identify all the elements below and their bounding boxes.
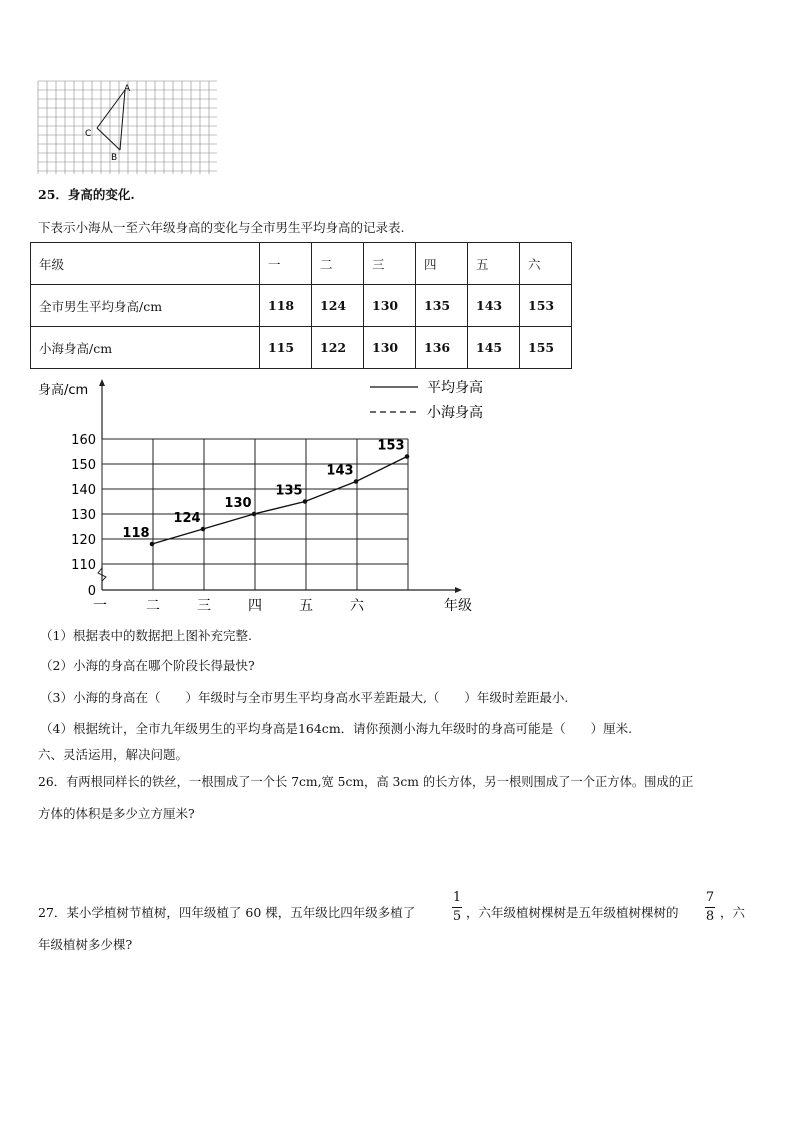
data-point: [354, 479, 359, 484]
x-tick-label: 四: [248, 598, 262, 614]
height-record-table: [30, 242, 572, 369]
x-axis-arrow: [455, 587, 462, 593]
height-line-chart: [30, 376, 490, 616]
table-cell: 小海身高/cm: [31, 327, 260, 369]
q27-text-part2: ，六年级植树棵树是五年级植树棵树的: [466, 905, 679, 920]
x-tick-label: 一: [93, 598, 107, 614]
legend-label: 小海身高: [427, 405, 483, 421]
data-point: [303, 499, 308, 504]
data-point: [150, 542, 155, 547]
y-tick-label: 120: [71, 533, 96, 548]
table-cell: 全市男生平均身高/cm: [31, 285, 260, 327]
q27-fraction-seven-eighths: [705, 891, 715, 924]
q25-title: 25．身高的变化.: [38, 187, 135, 202]
q27-fraction-one-fifth: [452, 891, 462, 924]
table-cell: 115: [260, 327, 312, 369]
q25-intro: 下表示小海从一至六年级身高的变化与全市男生平均身高的记录表.: [38, 220, 405, 235]
table-header-cell: 五: [468, 243, 520, 285]
x-tick-label: 二: [146, 598, 160, 614]
data-label: 130: [224, 496, 252, 511]
table-cell: 136: [416, 327, 468, 369]
q26-line-2: 方体的体积是多少立方厘米?: [38, 806, 195, 821]
fraction-bar: [705, 907, 715, 908]
x-tick-label: 六: [350, 598, 364, 614]
y-axis-arrow: [99, 379, 105, 386]
table-header-cell: 一: [260, 243, 312, 285]
table-cell: 124: [312, 285, 364, 327]
y-tick-label: 160: [71, 433, 96, 448]
q26-line-1: 26．有两根同样长的铁丝，一根围成了一个长 7cm,宽 5cm，高 3cm 的长方体，另一根则围成了一个正方体。围成的正: [38, 775, 694, 789]
legend-label: 平均身高: [427, 380, 483, 396]
data-label: 118: [122, 526, 150, 541]
y-tick-label: 130: [71, 508, 96, 523]
table-cell: 118: [260, 285, 312, 327]
q25-question-3: （3）小海的身高在（ ）年级时与全市男生平均身高水平差距最大,（ ）年级时差距最小.: [40, 690, 569, 705]
table-header-cell: 二: [312, 243, 364, 285]
y-tick-label: 110: [71, 558, 96, 573]
fraction-denominator: 5: [452, 909, 462, 924]
fraction-bar: [452, 907, 462, 908]
grid-triangle-figure: [37, 80, 219, 176]
table-cell: 130: [364, 285, 416, 327]
y-tick-label: 140: [71, 483, 96, 498]
q25-question-4: （4）根据统计，全市九年级男生的平均身高是164cm．请你预测小海九年级时的身高可能是（ ）厘米.: [40, 721, 633, 736]
fraction-denominator: 8: [705, 909, 715, 924]
table-header-row: [31, 243, 572, 285]
point-label-c: C: [85, 129, 92, 139]
data-label: 143: [326, 463, 354, 479]
fraction-numerator: 1: [452, 890, 462, 905]
data-label: 124: [173, 511, 201, 526]
table-cell: 145: [468, 327, 520, 369]
table-row: [31, 327, 572, 369]
y-axis-title: 身高/cm: [38, 383, 89, 398]
table-header-cell: 六: [520, 243, 572, 285]
series-line-average: [152, 457, 407, 545]
data-point: [405, 454, 410, 459]
x-tick-label: 五: [299, 598, 313, 614]
table-cell: 130: [364, 327, 416, 369]
table-cell: 143: [468, 285, 520, 327]
table-cell: 122: [312, 327, 364, 369]
q27-line-2: 年级植树多少棵?: [38, 937, 133, 952]
table-cell: 153: [520, 285, 572, 327]
data-point: [252, 512, 257, 517]
x-tick-label: 三: [197, 598, 211, 614]
data-point: [201, 527, 206, 532]
y-tick-label: 150: [71, 458, 96, 473]
table-header-cell: 四: [416, 243, 468, 285]
data-label: 153: [377, 438, 405, 454]
q25-question-1: （1）根据表中的数据把上图补充完整.: [40, 628, 252, 643]
q27-text-part1: 27．某小学植树节植树，四年级植了 60 棵，五年级比四年级多植了: [38, 905, 416, 920]
table-header-cell: 三: [364, 243, 416, 285]
q27-text-part3: ，六: [720, 905, 746, 920]
y-tick-label: 0: [87, 584, 96, 599]
table-cell: 135: [416, 285, 468, 327]
point-label-a: A: [124, 84, 131, 94]
table-cell: 155: [520, 327, 572, 369]
q25-question-2: （2）小海的身高在哪个阶段长得最快?: [40, 658, 255, 673]
point-label-b: B: [111, 153, 118, 163]
section-six-title: 六、灵活运用，解决问题。: [38, 747, 189, 762]
fraction-numerator: 7: [705, 890, 715, 905]
data-label: 135: [275, 483, 303, 499]
table-row: [31, 285, 572, 327]
x-axis-title: 年级: [444, 598, 472, 614]
table-header-cell: 年级: [31, 243, 260, 285]
